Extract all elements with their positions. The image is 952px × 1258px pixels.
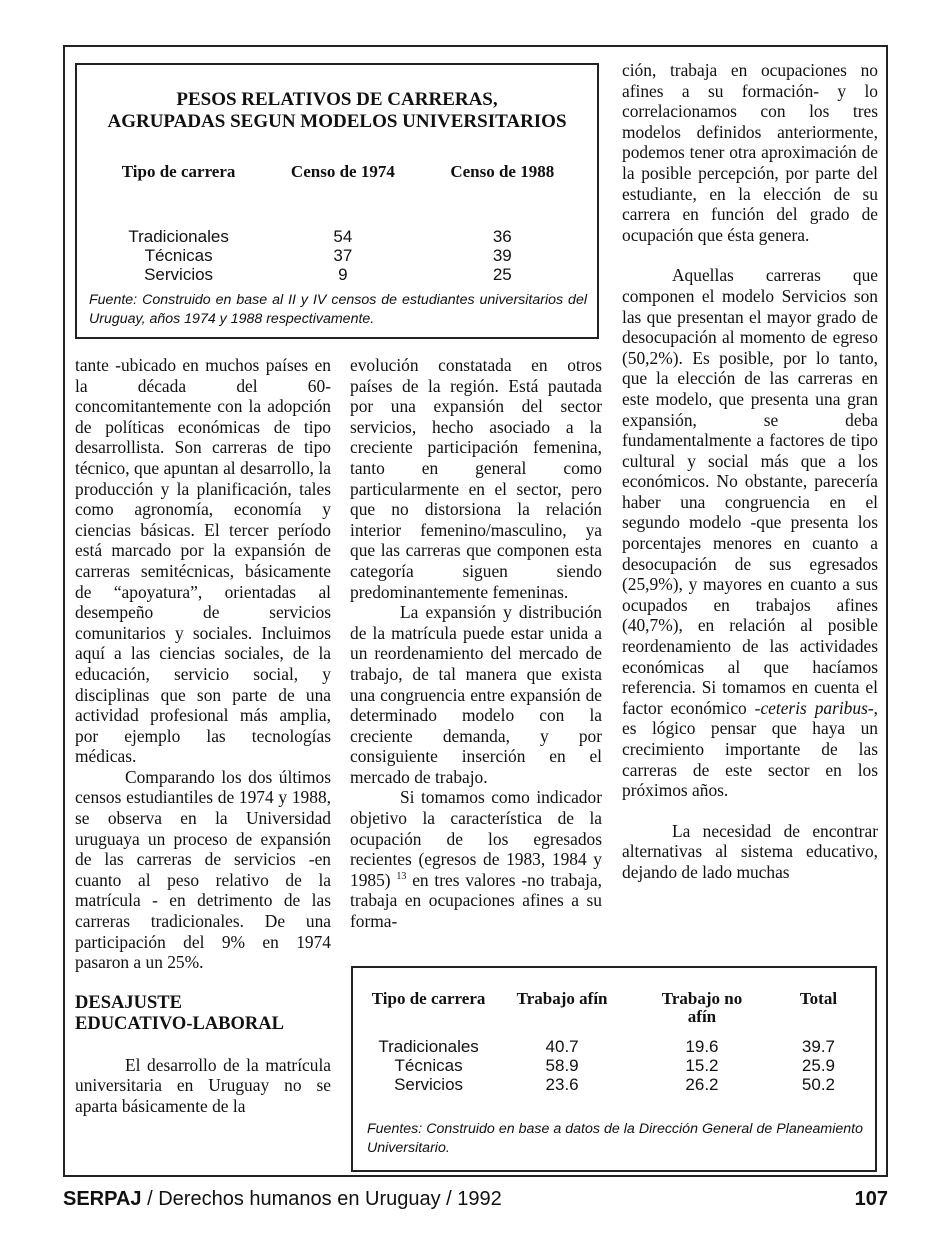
table-row xyxy=(365,1075,865,1094)
footer-title xyxy=(63,1188,502,1211)
table-row xyxy=(103,246,573,265)
table2 xyxy=(365,990,865,1094)
table1-header-type: Tipo de carrera xyxy=(121,162,236,181)
table1 xyxy=(103,163,573,284)
table-row xyxy=(365,1056,865,1075)
column-right xyxy=(622,60,878,883)
table1-title-line2: AGRUPADAS SEGUN MODELOS UNIVERSITARIOS xyxy=(107,111,567,132)
table2-source: Fuentes: Construido en base a datos de la Dirección General de Planeamiento Universitario. xyxy=(367,1121,863,1156)
paragraph: La necesidad de encontrar alternativas al sistema educativo, dejando de lado muchas xyxy=(622,820,878,882)
page-footer xyxy=(63,1188,888,1218)
table2-cell: 40.7 xyxy=(545,1037,579,1056)
table2-header-afin: Trabajo afín xyxy=(516,989,608,1008)
table1-cell: 54 xyxy=(333,227,353,246)
table2-row-label: Técnicas xyxy=(394,1056,463,1075)
table1-row-label: Técnicas xyxy=(144,246,213,265)
table-row xyxy=(103,227,573,246)
table1-row-label: Tradicionales xyxy=(128,227,229,246)
table2-row-label: Servicios xyxy=(394,1075,464,1094)
paragraph: ción, trabaja en ocupaciones no afines a su formación- y lo correlacionamos con los tres modelos definidos anteriormente, podemos tener otra aproximación de la posible percepción, por parte del estudiante, en la elección de su carrera en función del grado de ocupación que ésta genera. xyxy=(622,60,878,245)
table-row xyxy=(103,265,573,284)
table2-header-type: Tipo de carrera xyxy=(371,989,486,1008)
table1-cell: 39 xyxy=(492,246,512,265)
table1-cell: 36 xyxy=(492,227,512,246)
table2-cell: 26.2 xyxy=(685,1075,719,1094)
table1-source: Fuente: Construido en base al II y IV censos de estudiantes universitarios del Uruguay, años 1974 y 1988 respectivamente. xyxy=(89,292,587,327)
paragraph-text: Aquellas carreras que componen el modelo Servicios son las que presentan el mayor grado de desocupación al momento de egreso (50,2%). Es posible, por lo tanto, que la elección de las carreras en este modelo, que presenta una gran expansión, se deba fundamentalmente a factores de tipo cultural y social más que a los económicos. No obstante, parecería haber una congruencia en el segundo modelo -que presenta los porcentajes menores en cuanto a desocupación de sus egresados (25,9%), y mayores en cuanto a sus ocupados en trabajos afines (40,7%), en relación al posible reordenamiento de las actividades económicas al que hacíamos referencia. Si tomamos en cuenta el factor económico - xyxy=(622,265,878,718)
paragraph-text: en tres valores -no trabaja, trabaja en ocupaciones afines a su forma- xyxy=(350,869,602,932)
column-left xyxy=(75,355,331,1117)
footnote-marker: 13 xyxy=(396,871,407,883)
emphasis-text: ceteris paribus xyxy=(760,697,868,718)
table2-cell: 15.2 xyxy=(685,1056,719,1075)
table2-cell: 25.9 xyxy=(801,1056,835,1075)
table1-cell: 9 xyxy=(338,265,348,284)
table1-title xyxy=(77,89,597,133)
table1-header-1988: Censo de 1988 xyxy=(450,162,555,181)
paragraph-text: Si tomamos como indicador objetivo la característica de la ocupación de los egresados recientes (egresos de 1983, 1984 y 1985) xyxy=(350,787,602,890)
section-heading-line2: EDUCATIVO-LABORAL xyxy=(75,1013,284,1034)
table-row xyxy=(365,1032,865,1056)
paragraph: Comparando los dos últimos censos estudiantiles de 1974 y 1988, se observa en la Universidad uruguaya un proceso de expansión de las carreras de servicios -en cuanto al peso relativo de la matrícula - en detrimento de las carreras tradicionales. De una participación del 9% en 1974 pasaron a un 25%. xyxy=(75,766,331,973)
table2-cell: 23.6 xyxy=(545,1075,579,1094)
table2-cell: 58.9 xyxy=(545,1056,579,1075)
table2-cell: 50.2 xyxy=(801,1075,835,1094)
table1-cell: 25 xyxy=(492,265,512,284)
paragraph: evolución constatada en otros países de la región. Está pautada por una expansión del sector servicios, hecho asociado a la creciente participación femenina, tanto en general como particularmente en el sector, pero que no distorsiona la relación interior femenino/masculino, ya que las carreras que componen esta categoría siguen siendo predominantemente femeninas. xyxy=(350,355,602,602)
table1-title-line1: PESOS RELATIVOS DE CARRERAS, xyxy=(176,89,498,110)
table2-box xyxy=(351,966,877,1172)
paragraph: La expansión y distribución de la matrícula puede estar unida a un reordenamiento del mercado de trabajo, de tal manera que exista una congruencia entre expansión de determinado modelo con la creciente demanda, y por consiguiente inserción en el mercado de trabajo. xyxy=(350,602,602,787)
section-heading-line1: DESAJUSTE xyxy=(75,992,182,1013)
paragraph-text: -, es lógico pensar que haya un crecimiento importante de las carreras de este sector en los próximos años. xyxy=(622,697,878,801)
table2-row-label: Tradicionales xyxy=(378,1037,479,1056)
footer-publication: / Derechos humanos en Uruguay / 1992 xyxy=(141,1188,502,1210)
table1-box xyxy=(75,63,599,339)
footer-publisher: SERPAJ xyxy=(63,1188,142,1210)
table1-header-row xyxy=(103,163,573,207)
page-number: 107 xyxy=(854,1188,888,1210)
table2-header-total: Total xyxy=(799,989,838,1008)
column-middle xyxy=(350,355,602,932)
table1-row-label: Servicios xyxy=(144,265,214,284)
section-heading xyxy=(75,993,331,1035)
paragraph xyxy=(622,265,878,800)
table2-cell: 39.7 xyxy=(801,1037,835,1056)
table2-header-row xyxy=(365,990,865,1032)
table2-cell: 19.6 xyxy=(685,1037,719,1056)
paragraph xyxy=(350,787,602,931)
paragraph: tante -ubicado en muchos países en la década del 60- concomitantemente con la adopción de políticas económicas de tipo desarrollista. Son carreras de tipo técnico, que apuntan al desarrollo, la producción y la planificación, tales como agronomía, economía y ciencias básicas. El tercer período está marcado por la expansión de carreras semitécnicas, básicamente de “apoyatura”, orientadas al desempeño de servicios comunitarios y sociales. Incluimos aquí a las ciencias sociales, de la educación, servicio social, y disciplinas que son parte de una actividad profesional más amplia, por ejemplo las tecnologías médicas. xyxy=(75,355,331,767)
table2-header-no-afin: Trabajo no afín xyxy=(661,989,743,1026)
paragraph: El desarrollo de la matrícula universitaria en Uruguay no se aparta básicamente de la xyxy=(75,1054,331,1116)
table1-cell: 37 xyxy=(333,246,353,265)
table1-header-1974: Censo de 1974 xyxy=(290,162,395,181)
